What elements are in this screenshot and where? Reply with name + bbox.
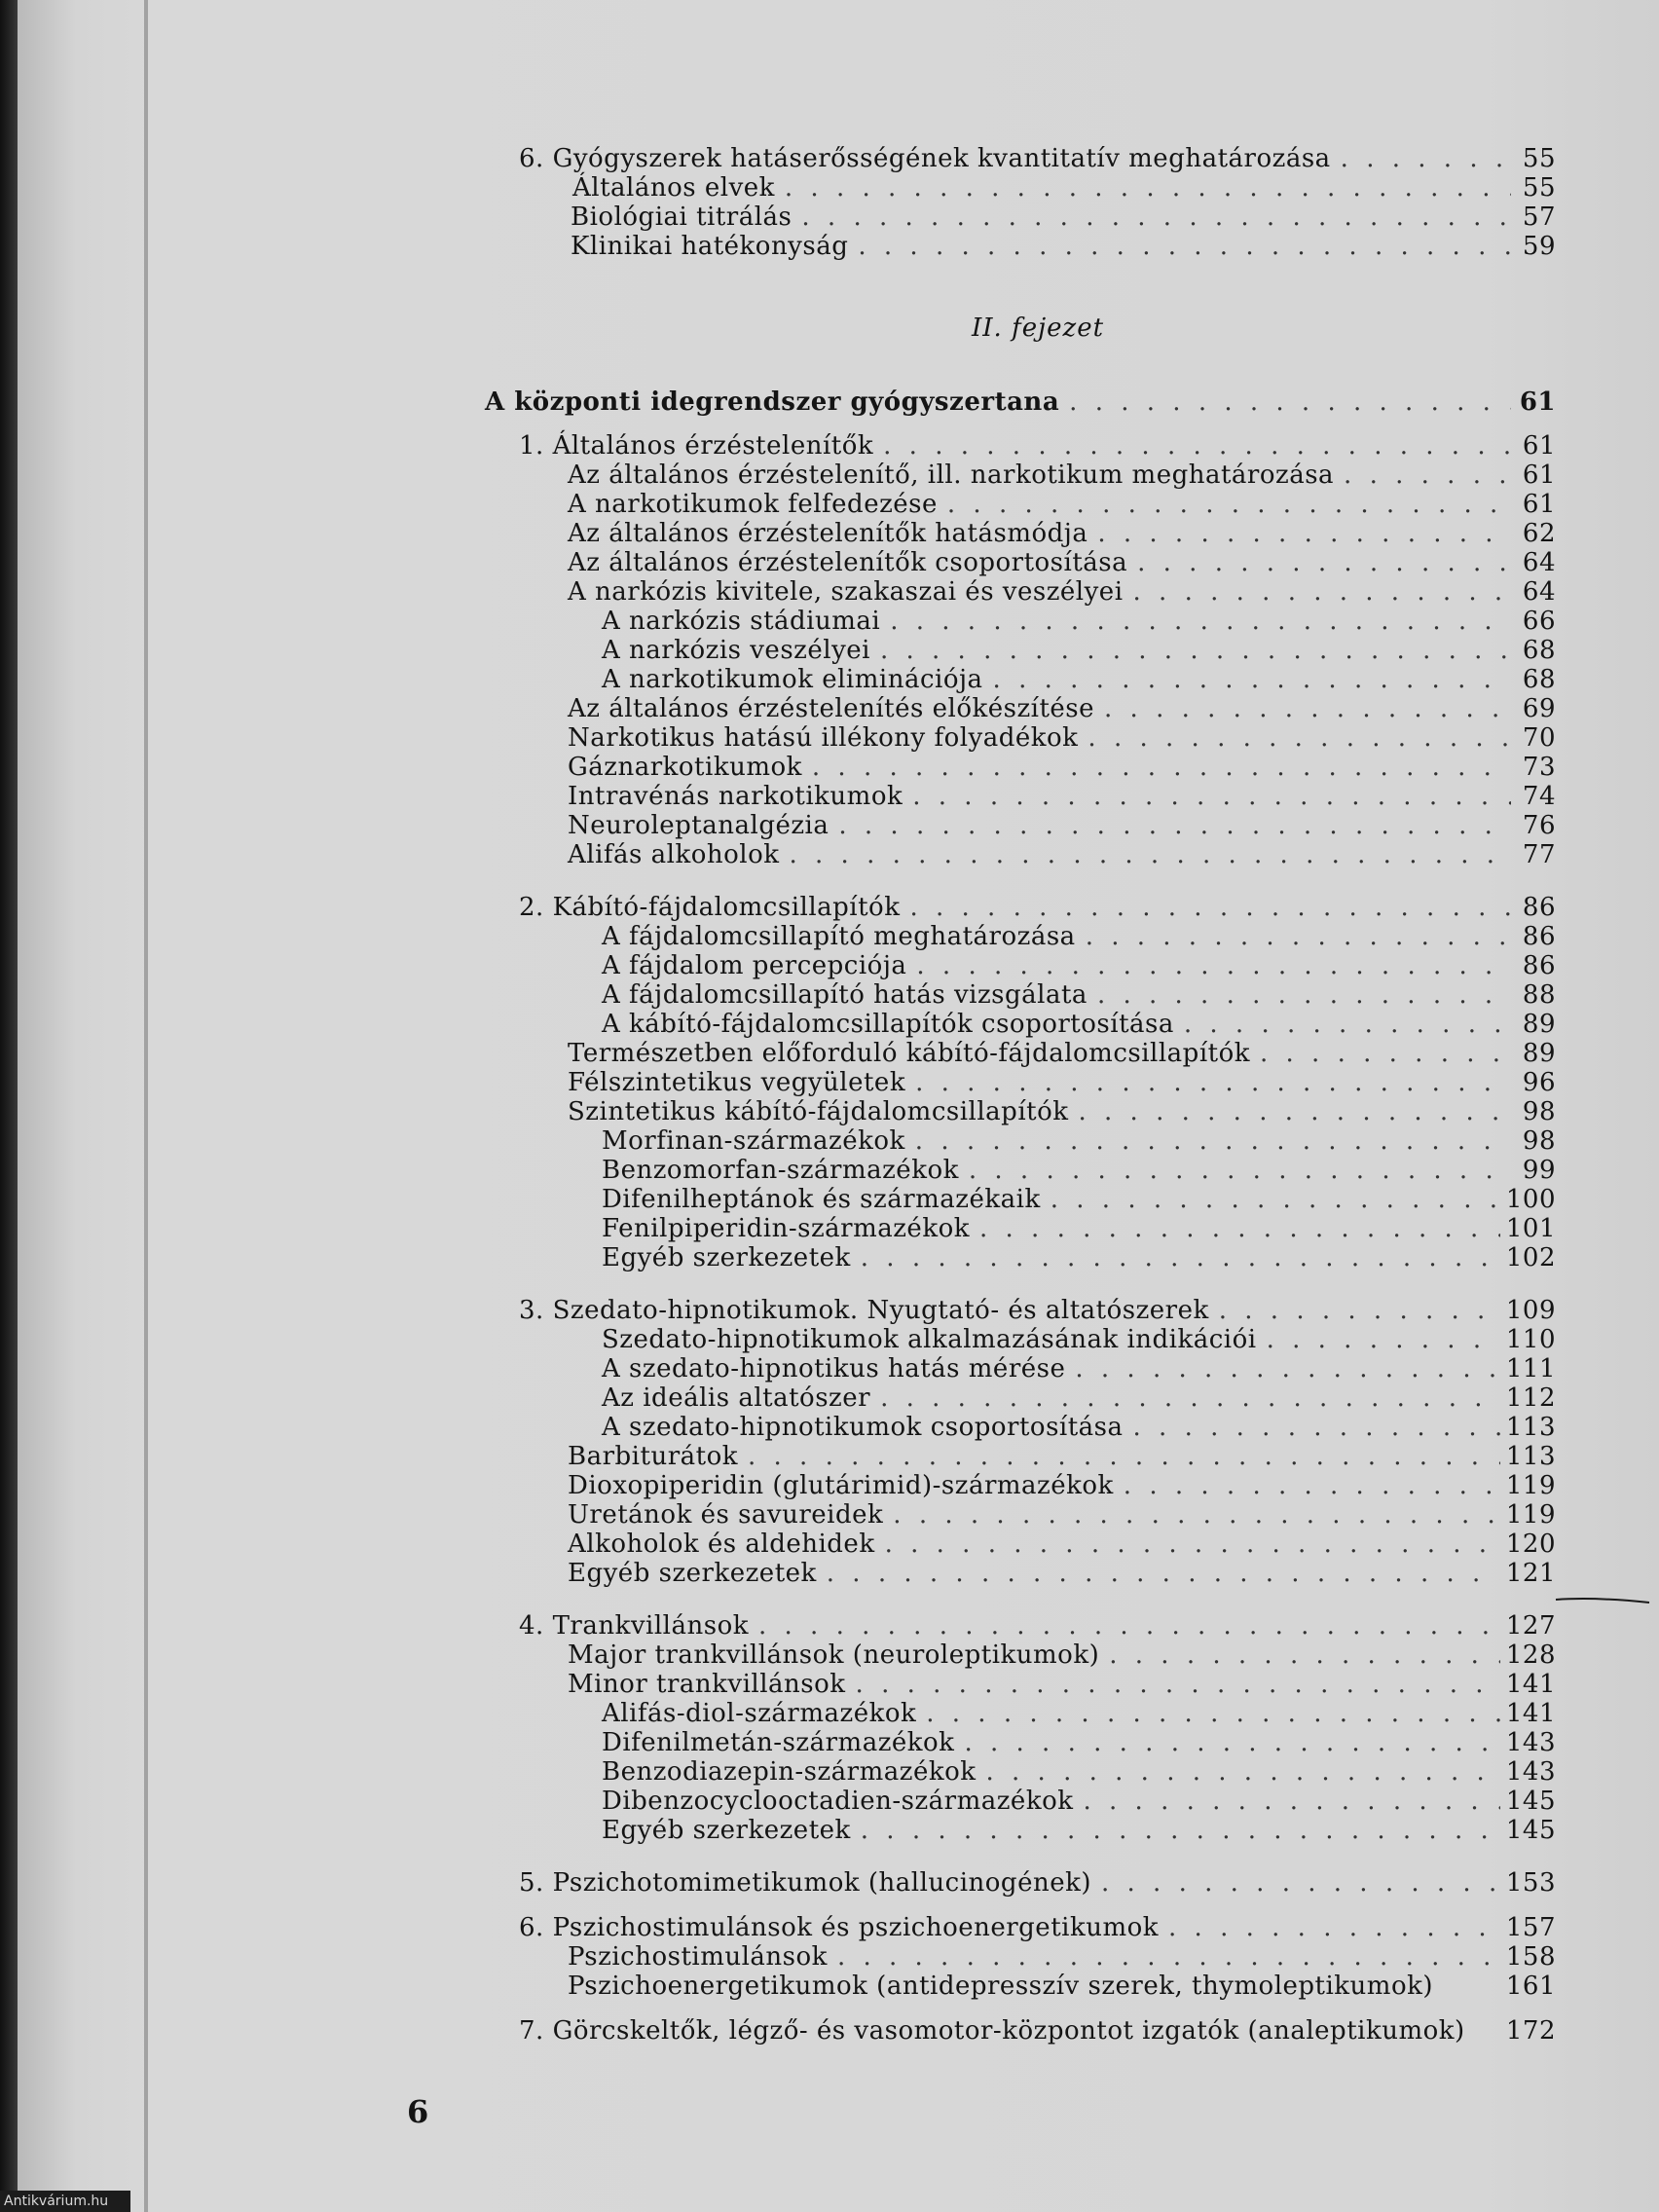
toc-entry-label: Egyéb szerkezetek xyxy=(568,1559,817,1588)
toc-entry xyxy=(602,1816,1556,1845)
dot-leader xyxy=(858,232,1511,261)
toc-entry-label: Morfinan-származékok xyxy=(602,1126,905,1156)
toc-entry xyxy=(571,203,1556,232)
toc-entry xyxy=(602,1214,1556,1243)
toc-entry xyxy=(602,1354,1556,1383)
toc-entry-label: A fájdalomcsillapító meghatározása xyxy=(602,922,1076,951)
toc-entry-page: 57 xyxy=(1522,203,1556,232)
toc-entry xyxy=(602,1757,1556,1787)
toc-entry xyxy=(602,951,1556,980)
toc-entry xyxy=(602,1243,1556,1272)
toc-entry-page: 86 xyxy=(1522,922,1556,951)
dot-leader xyxy=(880,1383,1500,1413)
dot-leader xyxy=(1267,1325,1500,1354)
toc-entry-label: 1. Általános érzéstelenítők xyxy=(519,431,874,461)
dot-leader xyxy=(926,1699,1500,1728)
dot-leader xyxy=(885,1530,1500,1559)
dot-leader xyxy=(986,1757,1500,1787)
toc-entry-label: Difenilmetán-származékok xyxy=(602,1728,955,1757)
toc-entry-label: Egyéb szerkezetek xyxy=(602,1816,851,1845)
toc-entry xyxy=(568,1559,1556,1588)
toc-entry-label: Pszichoenergetikumok (antidepresszív szerek, thymoleptikumok) xyxy=(568,1972,1434,2001)
dot-leader xyxy=(861,1243,1500,1272)
toc-entry-label: Általános elvek xyxy=(572,173,775,203)
toc-entry xyxy=(602,1728,1556,1757)
dot-leader xyxy=(1133,1413,1500,1442)
toc-entry-page: 110 xyxy=(1505,1325,1556,1354)
toc-entry xyxy=(568,782,1556,811)
dot-leader xyxy=(837,1942,1500,1972)
toc-entry xyxy=(602,1699,1556,1728)
pen-underline-mark xyxy=(1554,1597,1651,1604)
toc-entry xyxy=(568,1942,1556,1972)
toc-entry-page: 61 xyxy=(1522,490,1556,519)
dot-leader xyxy=(785,173,1511,203)
toc-entry-page: 101 xyxy=(1505,1214,1556,1243)
dot-leader xyxy=(969,1156,1511,1185)
toc-entry-page: 119 xyxy=(1505,1500,1556,1530)
dot-leader xyxy=(1101,1868,1500,1898)
toc-entry-label: Alkoholok és aldehidek xyxy=(568,1530,875,1559)
toc-entry xyxy=(602,922,1556,951)
dot-leader xyxy=(1086,922,1511,951)
dot-leader xyxy=(893,1500,1500,1530)
toc-entry-page: 145 xyxy=(1505,1787,1556,1816)
toc-entry-page: 89 xyxy=(1522,1010,1556,1039)
dot-leader xyxy=(915,1126,1511,1156)
toc-entry-page: 61 xyxy=(1519,387,1556,417)
toc-entry-page: 74 xyxy=(1522,782,1556,811)
dot-leader xyxy=(1184,1010,1511,1039)
toc-entry-page: 64 xyxy=(1522,548,1556,577)
toc-entry xyxy=(568,1068,1556,1097)
dot-leader xyxy=(748,1442,1500,1471)
dot-leader xyxy=(812,753,1511,782)
dot-leader xyxy=(801,203,1511,232)
toc-entry-page: 113 xyxy=(1505,1442,1556,1471)
toc-entry-page: 158 xyxy=(1505,1942,1556,1972)
dot-leader xyxy=(909,893,1511,922)
dot-leader xyxy=(1097,980,1511,1010)
toc-entry-page: 86 xyxy=(1522,951,1556,980)
dot-leader xyxy=(1083,1787,1499,1816)
toc-entry xyxy=(602,1010,1556,1039)
toc-entry xyxy=(568,490,1556,519)
toc-entry-page: 73 xyxy=(1522,753,1556,782)
toc-entry-label: Narkotikus hatású illékony folyadékok xyxy=(568,723,1079,753)
toc-entry xyxy=(602,1413,1556,1442)
toc-entry-label: Az ideális altatószer xyxy=(602,1383,871,1413)
dot-leader xyxy=(1133,577,1511,607)
toc-entry-label: A fájdalomcsillapító hatás vizsgálata xyxy=(602,980,1088,1010)
toc-entry-label: Uretánok és savureidek xyxy=(568,1500,884,1530)
toc-entry-label: A központi idegrendszer gyógyszertana xyxy=(485,387,1060,417)
toc-entry-label: Pszichostimulánsok xyxy=(568,1942,828,1972)
toc-entry xyxy=(568,694,1556,723)
toc-entry-label: A narkózis stádiumai xyxy=(602,607,881,636)
toc-entry xyxy=(568,1097,1556,1126)
toc-entry-page: 61 xyxy=(1522,431,1556,461)
dot-leader xyxy=(979,1214,1500,1243)
toc-entry xyxy=(568,1972,1556,2001)
toc-entry-label: Szedato-hipnotikumok alkalmazásának indikációi xyxy=(602,1325,1257,1354)
toc-entry-page: 113 xyxy=(1505,1413,1556,1442)
toc-entry-page: 76 xyxy=(1522,811,1556,840)
toc-entry-page: 69 xyxy=(1522,694,1556,723)
toc-entry xyxy=(568,1039,1556,1068)
toc-entry-page: 141 xyxy=(1505,1670,1556,1699)
dot-leader xyxy=(1219,1296,1500,1325)
toc-entry-page: 59 xyxy=(1522,232,1556,261)
toc-entry xyxy=(519,1868,1556,1898)
dot-leader xyxy=(1260,1039,1511,1068)
toc-entry-label: Dibenzocyclooctadien-származékok xyxy=(602,1787,1074,1816)
toc-entry xyxy=(568,577,1556,607)
dot-leader xyxy=(1079,1097,1512,1126)
dot-leader xyxy=(916,951,1511,980)
dot-leader xyxy=(1168,1913,1500,1942)
toc-entry-page: 88 xyxy=(1522,980,1556,1010)
toc-entry-label: 5. Pszichotomimetikumok (hallucinogének) xyxy=(519,1868,1091,1898)
dot-leader xyxy=(827,1559,1500,1588)
toc-entry-label: A narkózis veszélyei xyxy=(602,636,870,665)
toc-entry xyxy=(568,519,1556,548)
dot-leader xyxy=(838,811,1511,840)
dot-leader xyxy=(1097,519,1511,548)
toc-entry xyxy=(568,1442,1556,1471)
toc-entry-page: 70 xyxy=(1522,723,1556,753)
toc-entry xyxy=(485,387,1556,417)
toc-entry-page: 119 xyxy=(1505,1471,1556,1500)
toc-entry-page: 127 xyxy=(1505,1611,1556,1641)
toc-entry-label: Természetben előforduló kábító-fájdalomcsillapítók xyxy=(568,1039,1250,1068)
toc-entry-label: 7. Görcskeltők, légző- és vasomotor-központot izgatók (analeptikumok) xyxy=(519,2016,1465,2046)
toc-entry xyxy=(519,1611,1556,1641)
toc-entry xyxy=(602,980,1556,1010)
toc-entry-page: 109 xyxy=(1505,1296,1556,1325)
toc-entry-page: 143 xyxy=(1505,1757,1556,1787)
toc-entry-label: Alifás alkoholok xyxy=(568,840,780,869)
toc-entry-page: 64 xyxy=(1522,577,1556,607)
toc-entry xyxy=(602,1185,1556,1214)
toc-entry xyxy=(568,1471,1556,1500)
dot-leader xyxy=(993,665,1511,694)
dot-leader xyxy=(890,607,1511,636)
toc-entry xyxy=(568,1530,1556,1559)
toc-entry-page: 68 xyxy=(1522,665,1556,694)
toc-entry xyxy=(602,607,1556,636)
toc-entry-label: Minor trankvillánsok xyxy=(568,1670,846,1699)
chapter-heading: II. fejezet xyxy=(972,313,1105,343)
toc-entry-page: 96 xyxy=(1522,1068,1556,1097)
toc-entry-label: Major trankvillánsok (neuroleptikumok) xyxy=(568,1641,1100,1670)
toc-entry-label: Difenilheptánok és származékaik xyxy=(602,1185,1041,1214)
toc-entry-page: 89 xyxy=(1522,1039,1556,1068)
toc-entry-page: 98 xyxy=(1522,1126,1556,1156)
toc-entry-label: 2. Kábító-fájdalomcsillapítók xyxy=(519,893,901,922)
toc-entry xyxy=(602,1126,1556,1156)
toc-entry-label: Dioxopiperidin (glutárimid)-származékok xyxy=(568,1471,1114,1500)
toc-entry-label: Benzodiazepin-származékok xyxy=(602,1757,977,1787)
dot-leader xyxy=(1069,387,1511,417)
toc-entry-label: Intravénás narkotikumok xyxy=(568,782,903,811)
toc-entry-page: 145 xyxy=(1505,1816,1556,1845)
toc-entry-page: 157 xyxy=(1505,1913,1556,1942)
dot-leader xyxy=(1109,1641,1500,1670)
toc-entry-page: 172 xyxy=(1505,2016,1556,2046)
table-of-contents xyxy=(18,0,1659,2212)
toc-entry-label: 3. Szedato-hipnotikumok. Nyugtató- és altatószerek xyxy=(519,1296,1209,1325)
watermark: Antikvárium.hu xyxy=(0,2191,130,2212)
toc-entry xyxy=(602,1156,1556,1185)
dot-leader xyxy=(883,431,1511,461)
toc-entry-label: A narkotikumok felfedezése xyxy=(568,490,938,519)
toc-entry-label: Neuroleptanalgézia xyxy=(568,811,830,840)
toc-entry-page: 141 xyxy=(1505,1699,1556,1728)
toc-entry-page: 161 xyxy=(1505,1972,1556,2001)
toc-entry-label: Benzomorfan-származékok xyxy=(602,1156,959,1185)
toc-entry-page: 143 xyxy=(1505,1728,1556,1757)
toc-entry xyxy=(602,1787,1556,1816)
dot-leader xyxy=(861,1816,1500,1845)
dot-leader xyxy=(758,1611,1500,1641)
toc-entry xyxy=(602,1383,1556,1413)
dot-leader xyxy=(1124,1471,1500,1500)
book-page xyxy=(18,0,1659,2212)
toc-entry-label: Klinikai hatékonyság xyxy=(571,232,849,261)
toc-entry-page: 112 xyxy=(1505,1383,1556,1413)
toc-entry xyxy=(519,893,1556,922)
toc-entry-page: 66 xyxy=(1522,607,1556,636)
toc-entry-page: 86 xyxy=(1522,893,1556,922)
toc-entry-label: Az általános érzéstelenítő, ill. narkotikum meghatározása xyxy=(568,461,1335,490)
toc-entry xyxy=(519,144,1556,173)
toc-entry-label: Biológiai titrálás xyxy=(571,203,793,232)
toc-entry-page: 111 xyxy=(1505,1354,1556,1383)
dot-leader xyxy=(964,1728,1499,1757)
book-binding xyxy=(0,0,18,2212)
dot-leader xyxy=(912,782,1511,811)
toc-entry-page: 55 xyxy=(1522,173,1556,203)
page-number: 6 xyxy=(407,2093,429,2130)
toc-entry-label: Szintetikus kábító-fájdalomcsillapítók xyxy=(568,1097,1069,1126)
toc-entry-label: 6. Gyógyszerek hatáserősségének kvantitatív meghatározása xyxy=(519,144,1331,173)
toc-entry-page: 128 xyxy=(1505,1641,1556,1670)
toc-entry-label: A szedato-hipnotikumok csoportosítása xyxy=(602,1413,1124,1442)
toc-entry-label: A narkózis kivitele, szakaszai és veszélyei xyxy=(568,577,1124,607)
toc-entry xyxy=(519,1296,1556,1325)
toc-entry xyxy=(568,723,1556,753)
toc-entry-page: 68 xyxy=(1522,636,1556,665)
dot-leader xyxy=(1344,461,1511,490)
dot-leader xyxy=(880,636,1511,665)
toc-entry-label: A kábító-fájdalomcsillapítók csoportosítása xyxy=(602,1010,1174,1039)
toc-entry-label: Egyéb szerkezetek xyxy=(602,1243,851,1272)
toc-entry-page: 120 xyxy=(1505,1530,1556,1559)
toc-entry xyxy=(602,636,1556,665)
dot-leader xyxy=(1088,723,1511,753)
toc-entry xyxy=(568,1670,1556,1699)
toc-entry-page: 153 xyxy=(1505,1868,1556,1898)
toc-entry-page: 98 xyxy=(1522,1097,1556,1126)
toc-entry xyxy=(568,461,1556,490)
toc-entry-label: 6. Pszichostimulánsok és pszichoenergetikumok xyxy=(519,1913,1160,1942)
dot-leader xyxy=(1051,1185,1500,1214)
toc-entry xyxy=(519,431,1556,461)
toc-entry-label: 4. Trankvillánsok xyxy=(519,1611,749,1641)
dot-leader xyxy=(790,840,1512,869)
dot-leader xyxy=(915,1068,1511,1097)
toc-entry xyxy=(568,1500,1556,1530)
toc-entry xyxy=(568,753,1556,782)
toc-entry-label: A narkotikumok eliminációja xyxy=(602,665,983,694)
toc-entry-page: 100 xyxy=(1505,1185,1556,1214)
dot-leader xyxy=(856,1670,1500,1699)
toc-entry xyxy=(519,2016,1556,2046)
dot-leader xyxy=(1104,694,1511,723)
toc-entry-page: 62 xyxy=(1522,519,1556,548)
toc-entry-page: 77 xyxy=(1522,840,1556,869)
toc-entry-label: Az általános érzéstelenítés előkészítése xyxy=(568,694,1095,723)
toc-entry xyxy=(602,665,1556,694)
dot-leader xyxy=(1341,144,1511,173)
toc-entry xyxy=(568,548,1556,577)
toc-entry-page: 61 xyxy=(1522,461,1556,490)
toc-entry-label: Alifás-diol-származékok xyxy=(602,1699,917,1728)
toc-entry xyxy=(519,1913,1556,1942)
dot-leader xyxy=(947,490,1511,519)
toc-entry-page: 121 xyxy=(1505,1559,1556,1588)
toc-entry xyxy=(568,1641,1556,1670)
toc-entry xyxy=(602,1325,1556,1354)
toc-entry-page: 99 xyxy=(1522,1156,1556,1185)
toc-entry-label: Gáznarkotikumok xyxy=(568,753,802,782)
toc-entry xyxy=(572,173,1556,203)
toc-entry-label: Az általános érzéstelenítők hatásmódja xyxy=(568,519,1088,548)
dot-leader xyxy=(1137,548,1511,577)
toc-entry-page: 55 xyxy=(1522,144,1556,173)
toc-entry-label: A szedato-hipnotikus hatás mérése xyxy=(602,1354,1066,1383)
dot-leader xyxy=(1075,1354,1499,1383)
toc-entry-label: Az általános érzéstelenítők csoportosítása xyxy=(568,548,1128,577)
toc-entry-label: Barbiturátok xyxy=(568,1442,738,1471)
toc-entry xyxy=(568,811,1556,840)
toc-entry-page: 102 xyxy=(1505,1243,1556,1272)
toc-entry-label: Félszintetikus vegyületek xyxy=(568,1068,906,1097)
toc-entry-label: A fájdalom percepciója xyxy=(602,951,907,980)
toc-entry-label: Fenilpiperidin-származékok xyxy=(602,1214,970,1243)
toc-entry xyxy=(571,232,1556,261)
toc-entry xyxy=(568,840,1556,869)
